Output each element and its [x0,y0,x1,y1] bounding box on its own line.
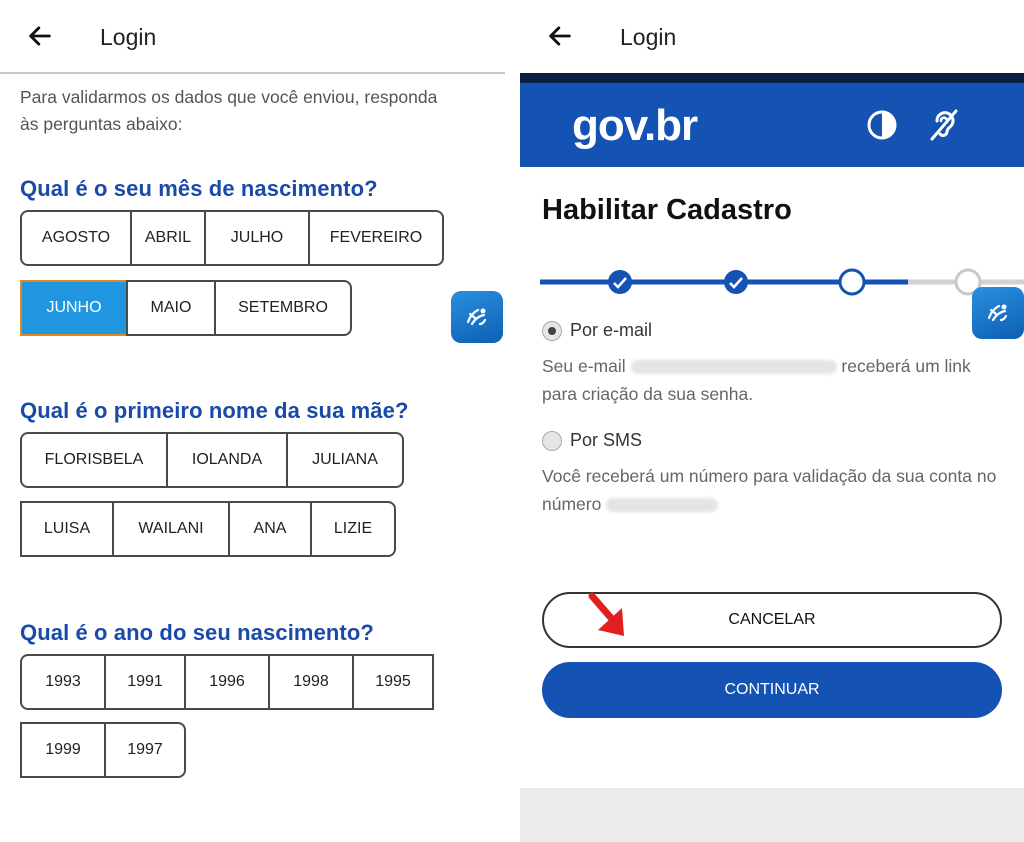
email-desc-end: receberá um link para criação da sua senha. [542,356,971,404]
option-chip[interactable]: 1995 [352,654,434,710]
redacted-email [631,360,837,374]
option-chip[interactable]: 1997 [104,722,186,778]
option-chip[interactable]: FLORISBELA [20,432,168,488]
app-bar-title: Login [100,24,157,50]
option-chip[interactable]: 1998 [268,654,354,710]
sign-language-icon [983,298,1013,328]
option-sms-label: Por SMS [570,430,643,450]
option-chip-selected[interactable]: JUNHO [20,280,128,336]
option-chip[interactable]: IOLANDA [166,432,288,488]
progress-stepper [540,262,1024,302]
email-desc-start: Seu e-mail [542,356,626,376]
option-chip[interactable]: 1996 [184,654,270,710]
redacted-phone [606,498,718,512]
option-chip[interactable]: WAILANI [112,501,230,557]
question-mother-name: Qual é o primeiro nome da sua mãe? [20,398,409,423]
option-chip[interactable]: ABRIL [130,210,206,266]
page-title: Habilitar Cadastro [542,194,792,226]
option-email[interactable] [542,320,652,341]
bottom-bar [520,788,1024,842]
radio-email-selected[interactable] [542,321,562,341]
year-options-row-1 [20,654,432,710]
option-chip[interactable]: JULIANA [286,432,404,488]
back-arrow-icon[interactable] [26,22,54,50]
option-email-description [542,352,1002,408]
month-options-row-2 [20,280,350,336]
mother-options-row-2 [20,501,394,557]
year-options-row-2 [20,722,184,778]
gov-br-logo: gov.br [572,101,698,150]
option-sms-description [542,462,1002,518]
option-sms[interactable] [542,430,642,451]
sign-language-icon [462,302,492,332]
option-chip[interactable]: SETEMBRO [214,280,352,336]
app-bar-title: Login [620,24,677,50]
option-chip[interactable]: 1993 [20,654,106,710]
right-screen [520,0,1024,842]
intro-text: Para validarmos os dados que você enviou, responda às perguntas abaixo: [20,87,438,134]
back-arrow-icon[interactable] [546,22,574,50]
option-chip[interactable]: LIZIE [310,501,396,557]
sign-language-button[interactable] [451,291,503,343]
month-options-row-1 [20,210,442,266]
option-chip[interactable]: AGOSTO [20,210,132,266]
option-chip[interactable]: ANA [228,501,312,557]
mother-options-row-1 [20,432,402,488]
question-birth-month: Qual é o seu mês de nascimento? [20,176,378,201]
cancel-button[interactable]: CANCELAR [542,592,1002,648]
sign-language-button[interactable] [972,287,1024,339]
red-arrow-annotation [584,590,640,642]
step-2-completed [724,270,748,294]
radio-sms[interactable] [542,431,562,451]
option-chip[interactable]: 1991 [104,654,186,710]
option-chip[interactable]: MAIO [126,280,216,336]
option-chip[interactable]: LUISA [20,501,114,557]
left-screen [0,0,505,842]
option-chip[interactable]: JULHO [204,210,310,266]
contrast-icon[interactable] [866,109,898,141]
hearing-impaired-icon[interactable] [924,105,964,145]
option-chip[interactable]: FEVEREIRO [308,210,444,266]
app-bar [0,0,505,74]
sms-desc: Você receberá um número para validação da sua conta no número [542,466,997,514]
app-bar-divider [0,72,505,74]
app-bar [520,0,1024,74]
step-3-current [840,270,864,294]
continue-button[interactable]: CONTINUAR [542,662,1002,718]
question-birth-year: Qual é o ano do seu nascimento? [20,620,374,645]
option-chip[interactable]: 1999 [20,722,106,778]
option-email-label: Por e-mail [570,320,653,340]
step-1-completed [608,270,632,294]
gov-header [520,73,1024,167]
